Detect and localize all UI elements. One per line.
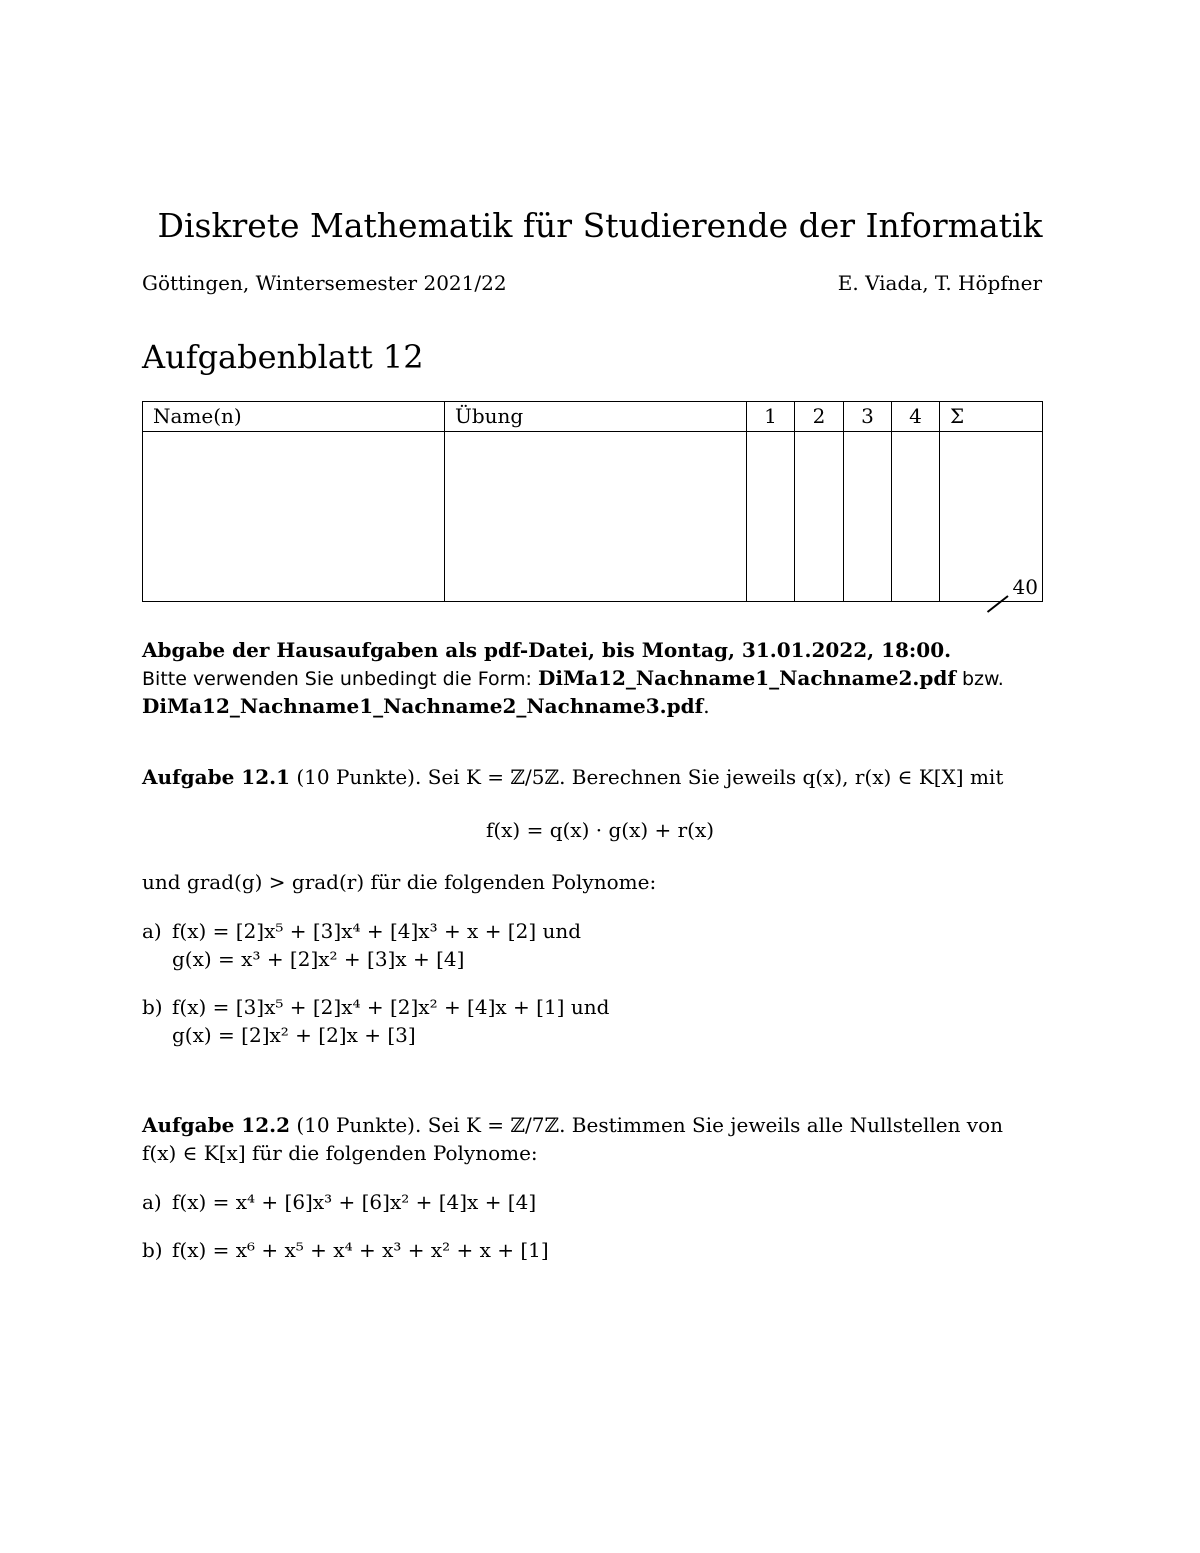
submission-deadline: Abgabe der Hausaufgaben als pdf-Datei, bis Montag, 31.01.2022, 18:00. xyxy=(142,638,952,662)
task-12-2-b-label: b) xyxy=(142,1238,163,1262)
task-12-1-heading xyxy=(142,765,1003,789)
sum-points-field[interactable] xyxy=(940,432,1043,602)
task-12-1-label: Aufgabe 12.1 xyxy=(142,765,290,789)
authors: E. Viada, T. Höpfner xyxy=(837,271,1042,295)
header-task-1: 1 xyxy=(747,402,795,432)
sheet-title: Aufgabenblatt 12 xyxy=(142,338,424,376)
task-12-1-a-f: f(x) = [2]x⁵ + [3]x⁴ + [4]x³ + x + [2] und xyxy=(172,919,582,943)
course-title: Diskrete Mathematik für Studierende der Informatik xyxy=(157,206,1043,245)
task-12-1-a-label: a) xyxy=(142,919,162,943)
task-12-2-heading xyxy=(142,1113,1003,1137)
file-format-2: DiMa12_Nachname1_Nachname2_Nachname3.pdf xyxy=(142,694,704,718)
header-task-4: 4 xyxy=(892,402,940,432)
task-12-1-b-label: b) xyxy=(142,995,163,1019)
file-format-1: DiMa12_Nachname1_Nachname2.pdf xyxy=(538,666,956,690)
task-12-1-a-g: g(x) = x³ + [2]x² + [3]x + [4] xyxy=(172,947,465,971)
division-equation: f(x) = q(x) · g(x) + r(x) xyxy=(485,818,715,842)
task-1-points-field[interactable] xyxy=(747,432,795,602)
max-points: 40 xyxy=(1012,575,1038,599)
degree-condition: und grad(g) > grad(r) für die folgenden Polynome: xyxy=(142,870,657,894)
task-12-2-a-f: f(x) = x⁴ + [6]x³ + [6]x² + [4]x + [4] xyxy=(172,1190,537,1214)
location-term: Göttingen, Wintersemester 2021/22 xyxy=(142,271,507,295)
header-sum: Σ xyxy=(940,402,1043,432)
grade-table-header xyxy=(143,402,1043,432)
task-12-2-a-label: a) xyxy=(142,1190,162,1214)
grade-table xyxy=(142,401,1043,602)
task-2-points-field[interactable] xyxy=(795,432,844,602)
task-12-2-points: (10 Punkte). xyxy=(296,1113,422,1137)
submission-format-line: Bitte verwenden Sie unbedingt die Form: DiMa12_Nachname1_Nachname2.pdf bzw. xyxy=(142,666,1004,690)
header-uebung: Übung xyxy=(445,402,747,432)
task-12-1-b-g: g(x) = [2]x² + [2]x + [3] xyxy=(172,1023,416,1047)
task-3-points-field[interactable] xyxy=(844,432,892,602)
grade-table-entry-row xyxy=(143,432,1043,602)
task-12-2-intro-2: f(x) ∈ K[x] für die folgenden Polynome: xyxy=(142,1141,538,1165)
task-12-2-b-f: f(x) = x⁶ + x⁵ + x⁴ + x³ + x² + x + [1] xyxy=(172,1238,549,1262)
uebung-field[interactable] xyxy=(445,432,747,602)
task-12-1-b-f: f(x) = [3]x⁵ + [2]x⁴ + [2]x² + [4]x + [1] und xyxy=(172,995,610,1019)
names-field[interactable] xyxy=(143,432,445,602)
task-12-2-intro: Sei K = ℤ/7ℤ. Bestimmen Sie jeweils alle Nullstellen von xyxy=(427,1113,1004,1137)
task-12-1-points: (10 Punkte). xyxy=(296,765,422,789)
header-task-3: 3 xyxy=(844,402,892,432)
task-12-2-label: Aufgabe 12.2 xyxy=(142,1113,290,1137)
submission-format-line-2: DiMa12_Nachname1_Nachname2_Nachname3.pdf. xyxy=(142,694,710,718)
header-task-2: 2 xyxy=(795,402,844,432)
task-4-points-field[interactable] xyxy=(892,432,940,602)
header-names: Name(n) xyxy=(143,402,445,432)
fraction-slash xyxy=(987,595,1009,613)
task-12-1-intro: Sei K = ℤ/5ℤ. Berechnen Sie jeweils q(x), r(x) ∈ K[X] mit xyxy=(427,765,1004,789)
